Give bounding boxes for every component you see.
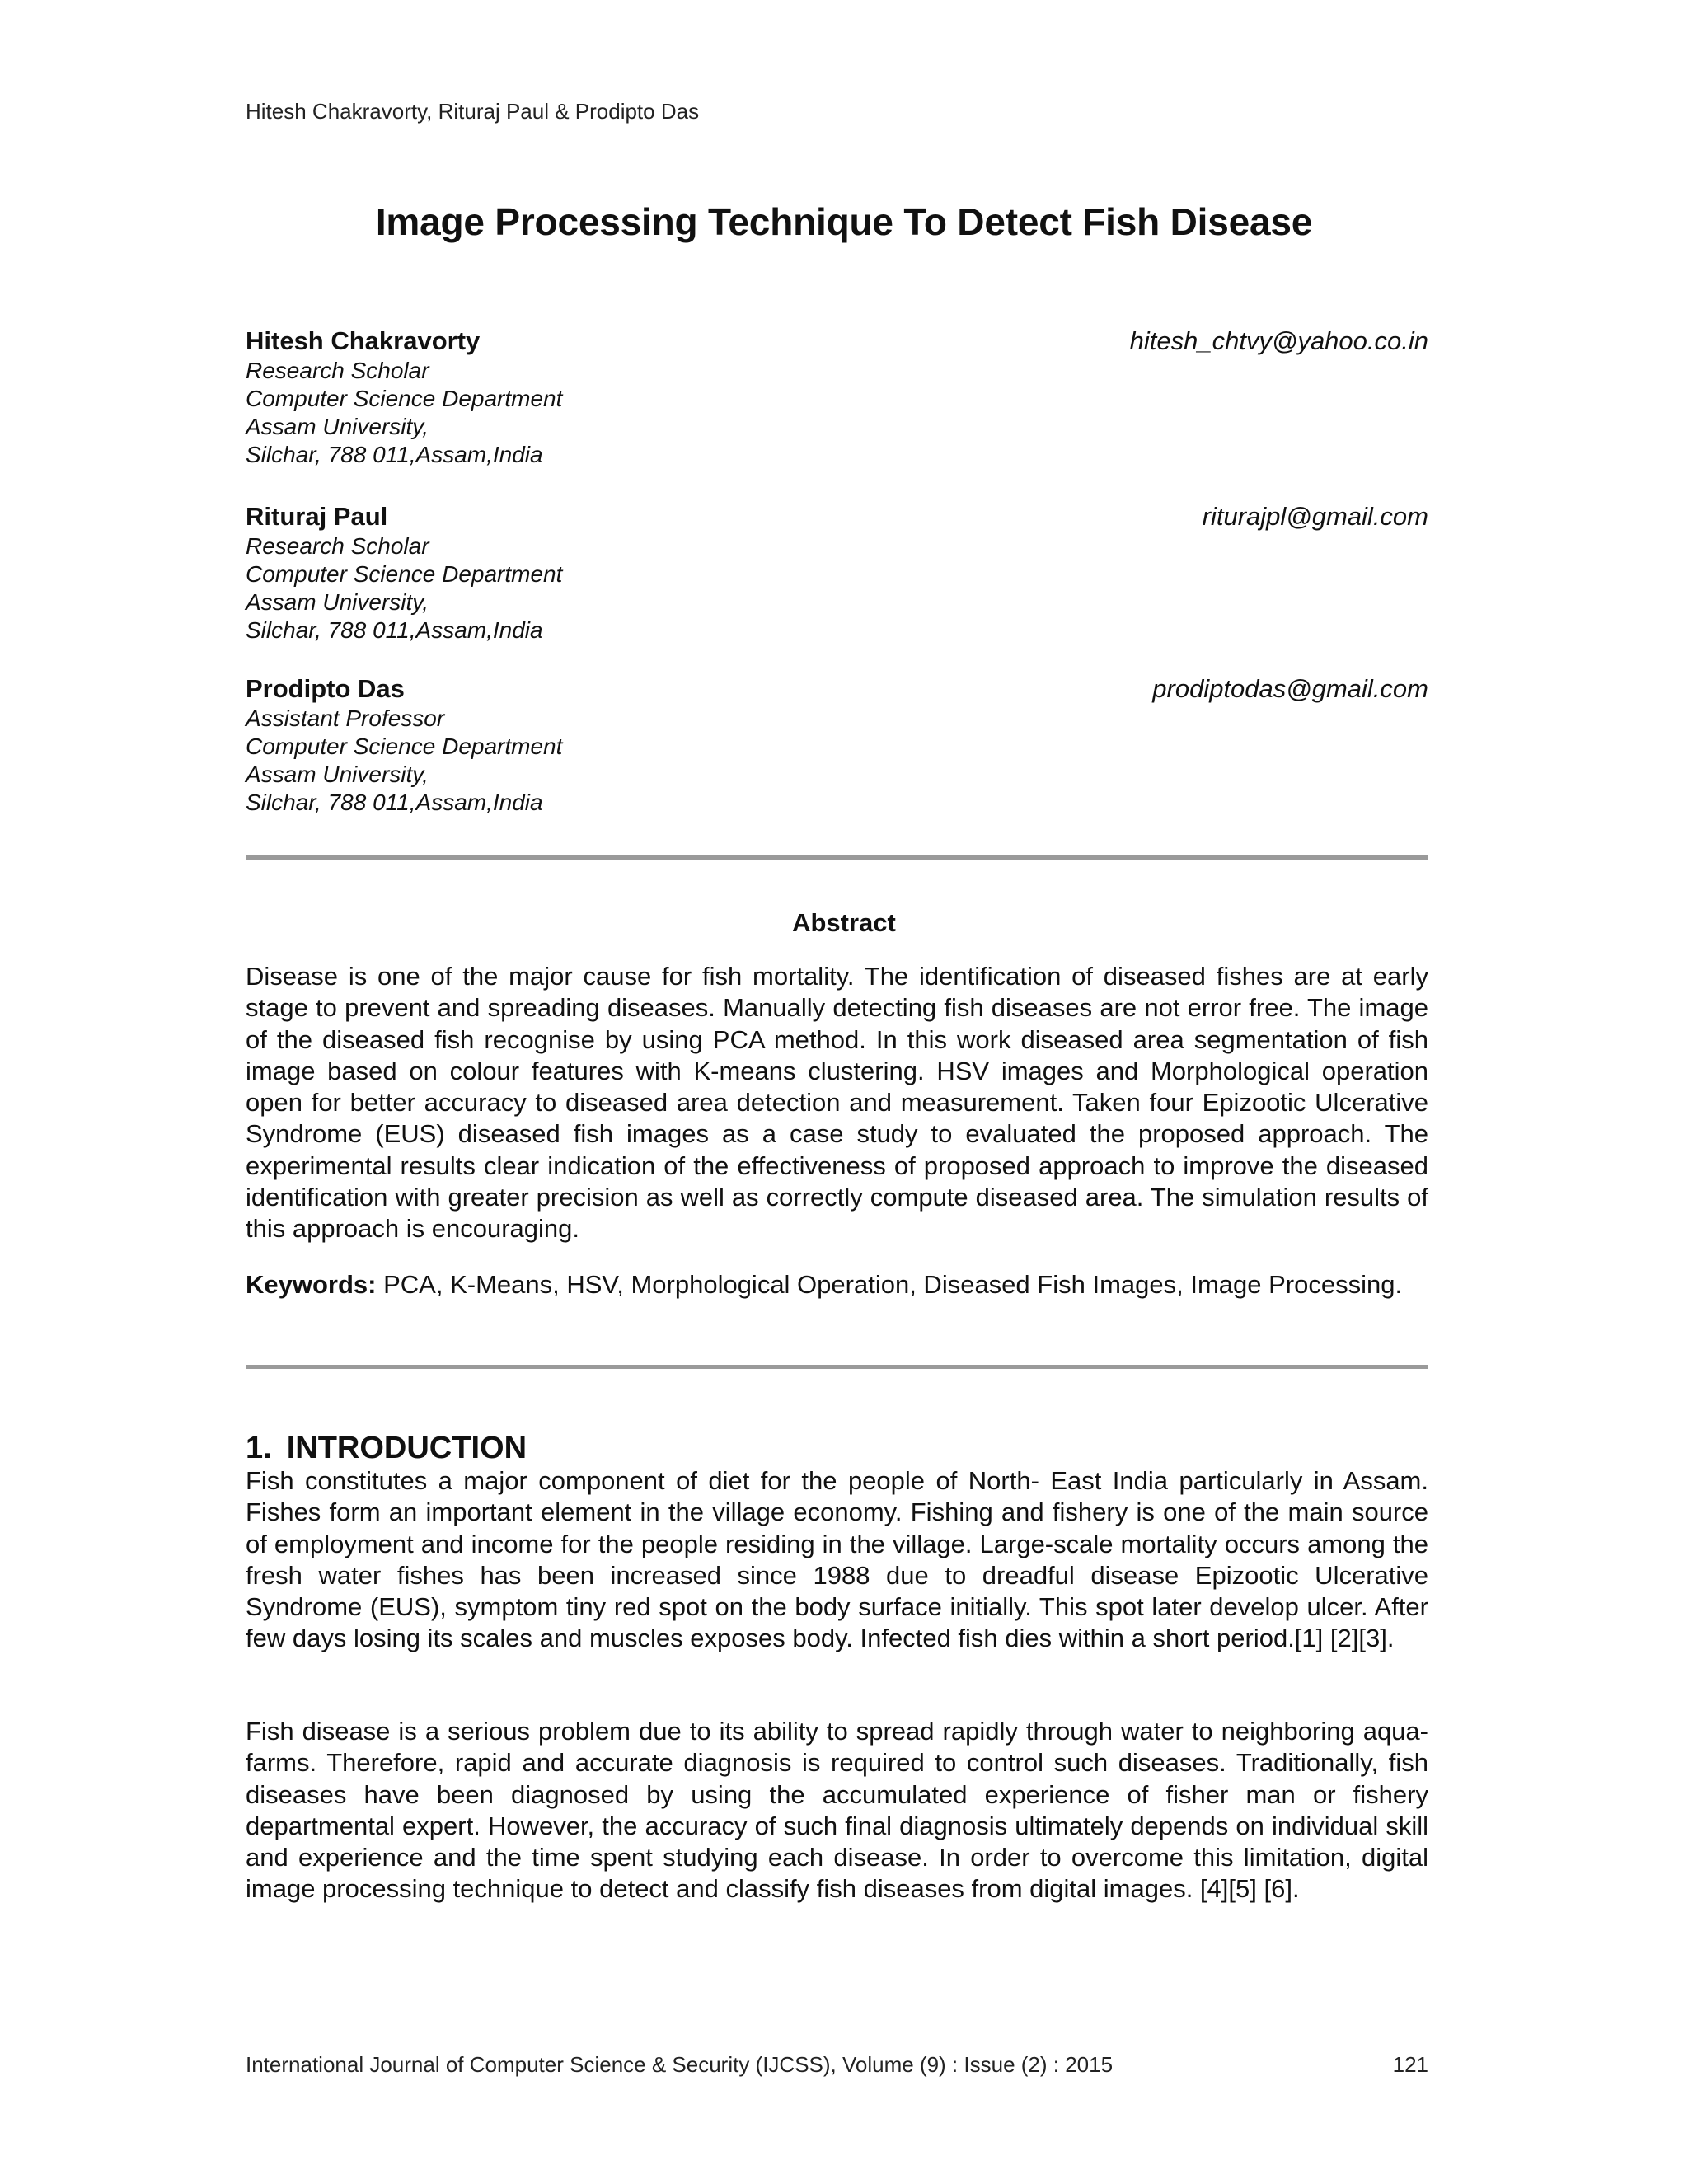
abstract-heading: Abstract [792,908,896,937]
author-department: Computer Science Department [246,561,563,587]
page-footer [246,2052,1428,2078]
author-address: Silchar, 788 011,Assam,India [246,617,543,643]
author-position: Assistant Professor [246,705,445,731]
author-block [246,673,1428,817]
keywords-text: PCA, K-Means, HSV, Morphological Operation, Diseased Fish Images, Image Processing. [376,1270,1403,1299]
page-number: 121 [1392,2052,1428,2077]
divider [246,1365,1428,1369]
author-name: Prodipto Das [246,674,405,703]
author-department: Computer Science Department [246,386,563,411]
abstract-text: Disease is one of the major cause for fish mortality. The identification of diseased fishes are at early stage to prevent and spreading diseases. Manually detecting fish diseases are not error free. The image of the diseased fish recognise by using PCA method. In this work diseased area segmentation of fish image based on colour features with K-means clustering. HSV images and Morphological operation open for better accuracy to diseased area detection and measurement. Taken four Epizootic Ulcerative Syndrome (EUS) diseased fish images as a case study to evaluated the proposed approach. The experimental results clear indication of the effectiveness of proposed approach to improve the diseased identification with greater precision as well as correctly compute diseased area. The simulation results of this approach is encouraging. [246,962,1428,1244]
section-heading [246,1431,527,1466]
author-department: Computer Science Department [246,733,563,759]
author-email[interactable]: hitesh_chtvy@yahoo.co.in [1129,326,1428,355]
journal-citation: International Journal of Computer Science & Security (IJCSS), Volume (9) : Issue (2) : 2015 [246,2052,1114,2077]
keywords-label: Keywords: [246,1270,377,1299]
author-position: Research Scholar [246,358,429,383]
author-name: Hitesh Chakravorty [246,326,481,355]
author-address: Silchar, 788 011,Assam,India [246,442,543,467]
author-block [246,326,1428,469]
paper-title: Image Processing Technique To Detect Fish Disease [375,200,1313,243]
running-head: Hitesh Chakravorty, Rituraj Paul & Prodipto Das [246,99,700,124]
intro-paragraph: Fish disease is a serious problem due to its ability to spread rapidly through water to neighboring aqua-farms. Therefore, rapid and accurate diagnosis is required to control such diseases. Traditionally, fish diseases have been diagnosed by using the accumulated experience of fisher man or fishery departmental expert. However, the accuracy of such final diagnosis ultimately depends on individual skill and experience and the time spent studying each disease. In order to overcome this limitation, digital image processing technique to detect and classify fish diseases from digital images. [4][5] [6]. [246,1717,1428,1904]
author-email[interactable]: prodiptodas@gmail.com [1152,674,1428,703]
author-university: Assam University, [246,762,429,787]
section-number: 1. [246,1431,272,1465]
author-position: Research Scholar [246,533,429,559]
author-block [246,501,1428,644]
author-university: Assam University, [246,414,429,439]
author-university: Assam University, [246,589,429,615]
section-title: INTRODUCTION [286,1431,528,1465]
divider [246,855,1428,860]
intro-paragraph: Fish constitutes a major component of diet for the people of North- East India particularly in Assam. Fishes form an important element in the village economy. Fishing and fishery is one of the main source of employment and income for the people residing in the village. Large-scale mortality occurs among the fresh water fishes has been increased since 1988 due to dreadful disease Epizootic Ulcerative Syndrome (EUS), symptom tiny red spot on the body surface initially. This spot later develop ulcer. After few days losing its scales and muscles exposes body. Infected fish dies within a short period.[1] [2][3]. [246,1466,1428,1653]
author-email[interactable]: riturajpl@gmail.com [1202,502,1428,531]
keywords [246,1269,1428,1301]
author-address: Silchar, 788 011,Assam,India [246,790,543,815]
author-name: Rituraj Paul [246,502,388,531]
